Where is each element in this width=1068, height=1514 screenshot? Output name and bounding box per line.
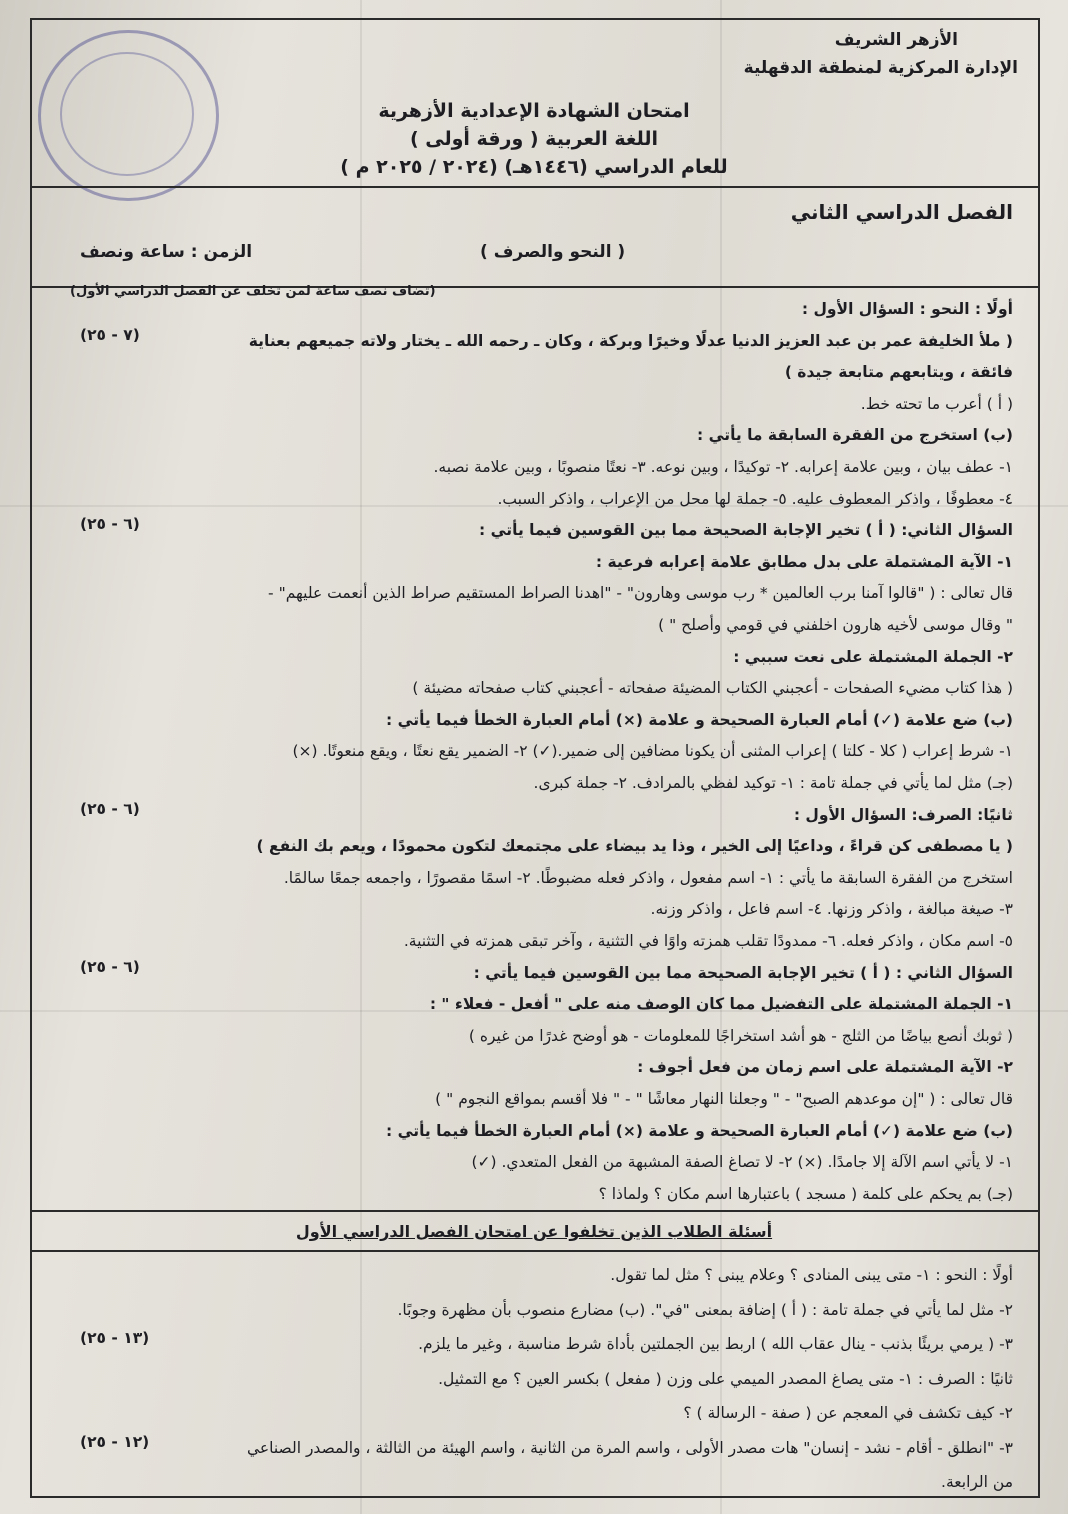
- question-line: (ب) استخرج من الفقرة السابقة ما يأتي :: [696, 426, 1013, 445]
- exam-year: للعام الدراسي (١٤٤٦هـ) (٢٠٢٤ / ٢٠٢٥ م ): [340, 156, 728, 178]
- question-line: السؤال الثاني: ( أ ) تخير الإجابة الصحيحة مما بين القوسين فيما يأتي :: [479, 521, 1013, 540]
- question-line: فائقة ، ويتابعهم متابعة جيدة ): [784, 363, 1013, 382]
- question-line: السؤال الثاني : ( أ ) تخير الإجابة الصحيحة مما بين القوسين فيما يأتي :: [473, 963, 1013, 982]
- time-label: الزمن : ساعة ونصف: [80, 242, 253, 262]
- score-marks: (٦ - ٢٥): [80, 515, 140, 534]
- question-line: ( أ ) أعرب ما تحته خط.: [860, 394, 1013, 413]
- question-line: استخرج من الفقرة السابقة ما يأتي : ١- اسم مفعول ، واذكر فعله مضبوطًا. ٢- اسمًا مقصورًا ، واجمعه جمعًا سالمًا.: [283, 868, 1013, 887]
- question-line: ٢- كيف تكشف في المعجم عن ( صفة - الرسالة ) ؟: [683, 1404, 1013, 1422]
- question-line: ٣- صيغة مبالغة ، واذكر وزنها. ٤- اسم فاعل ، واذكر وزنه.: [650, 900, 1013, 919]
- makeup-heading: أسئلة الطلاب الذين تخلفوا عن امتحان الفصل الدراسي الأول: [295, 1222, 773, 1241]
- question-line: ثانيًا : الصرف : ١- متى يصاغ المصدر الميمي على وزن ( مفعل ) بكسر العين ؟ مع التمثيل.: [438, 1369, 1013, 1388]
- question-line: ٤- معطوفًا ، واذكر المعطوف عليه. ٥- جملة لها محل من الإعراب ، واذكر السبب.: [497, 489, 1013, 508]
- time-note: (تضاف نصف ساعة لمن تخلف عن الفصل الدراسي الأول): [70, 284, 436, 299]
- score-marks: (٦ - ٢٥): [80, 957, 140, 976]
- question-line: قال تعالى : ( "قالوا آمنا برب العالمين * رب موسى وهارون" - "اهدنا الصراط المستقيم صراط الذين أنعمت عليهم" -: [268, 584, 1013, 603]
- question-line: " وقال موسى لأخيه هارون اخلفني في قومي وأصلح " ): [658, 616, 1013, 634]
- question-line: ٥- اسم مكان ، واذكر فعله. ٦- ممدودًا تقلب همزته واوًا في التثنية ، وآخر تبقى همزته في التثنية.: [403, 932, 1013, 950]
- section-divider: [30, 1210, 1040, 1212]
- question-line: ( هذا كتاب مضيء الصفحات - أعجبني الكتاب المضيئة صفحاته - أعجبني كتاب صفحاته مضيئة ): [412, 679, 1013, 698]
- question-line: أولًا : النحو : ١- متى يبنى المنادى ؟ وعلام يبنى ؟ مثل لما تقول.: [610, 1266, 1013, 1284]
- question-line: قال تعالى : ( "إن موعدهم الصبح" - " وجعلنا النهار معاشًا " - " فلا أقسم بمواقع النجوم " ): [435, 1090, 1013, 1108]
- question-line: ثانيًا: الصرف: السؤال الأول :: [793, 805, 1013, 824]
- question-line: من الرابعة.: [941, 1473, 1013, 1491]
- question-line: ١- شرط إعراب ( كلا - كلتا ) إعراب المثنى أن يكونا مضافين إلى ضمير.(✓) ٢- الضمير يقع نعتًا ، ويقع منعوتًا. (×): [292, 742, 1013, 761]
- score-marks: (١٣ - ٢٥): [80, 1329, 150, 1347]
- question-line: ١- الجملة المشتملة على التفضيل مما كان الوصف منه على " أفعل - فعلاء " :: [429, 995, 1013, 1014]
- question-line: ١- الآية المشتملة على بدل مطابق علامة إعرابه فرعية :: [595, 552, 1013, 571]
- question-line: أولًا : النحو : السؤال الأول :: [801, 300, 1013, 318]
- question-line: (جـ) مثل لما يأتي في جملة تامة : ١- توكيد لفظي بالمرادف. ٢- جملة كبرى.: [533, 774, 1013, 792]
- term-label: الفصل الدراسي الثاني: [790, 200, 1013, 224]
- question-line: (ب) ضع علامة (✓) أمام العبارة الصحيحة و علامة (×) أمام العبارة الخطأ فيما يأتي :: [385, 1121, 1013, 1140]
- exam-subject: اللغة العربية ( ورقة أولى ): [409, 128, 659, 150]
- question-line: ٣- "انطلق - أقام - نشد - إنسان" هات مصدر الأولى ، واسم المرة من الثانية ، واسم الهيئة من الثالثة ، والمصدر الصناعي: [246, 1438, 1013, 1457]
- org-name: الأزهر الشريف: [834, 30, 958, 50]
- question-line: ١- عطف بيان ، وبين علامة إعرابه. ٢- توكيدًا ، وبين نوعه. ٣- نعتًا منصوبًا ، وبين علامة نصبه.: [433, 458, 1013, 476]
- question-line: ( ثوبك أنصع بياضًا من الثلج - هو أشد استخراجًا للمعلومات - هو أوضح غدرًا من غيره ): [468, 1026, 1013, 1045]
- exam-title: امتحان الشهادة الإعدادية الأزهرية: [378, 100, 690, 122]
- question-line: ٢- مثل لما يأتي في جملة تامة : ( أ ) إضافة بمعنى "في". (ب) مضارع منصوب بأن مظهرة وجوبًا.: [397, 1300, 1013, 1319]
- question-line: ( ملأ الخليفة عمر بن عبد العزيز الدنيا عدلًا وخيرًا وبركة ، وكان ـ رحمه الله ـ يختار ولاته جميعهم بعناية: [248, 331, 1013, 350]
- score-marks: (٧ - ٢٥): [80, 325, 140, 344]
- score-marks: (٦ - ٢٥): [80, 799, 140, 818]
- score-marks: (١٢ - ٢٥): [80, 1432, 150, 1451]
- org-department: الإدارة المركزية لمنطقة الدقهلية: [743, 58, 1018, 78]
- question-line: ٢- الآية المشتملة على اسم زمان من فعل أجوف :: [637, 1058, 1013, 1077]
- branch-label: ( النحو والصرف ): [480, 242, 626, 262]
- question-line: ( يا مصطفى كن قراءً ، وداعيًا إلى الخير ، وذا يد بيضاء على مجتمعك لتكون محمودًا ، ويعم بك النفع ): [256, 837, 1013, 856]
- question-line: ٢- الجملة المشتملة على نعت سببي :: [733, 647, 1013, 666]
- question-line: ٣- ( يرمي بريئًا بذنب - ينال عقاب الله ) اربط بين الجملتين بأداة شرط مناسبة ، وغير ما يلزم.: [418, 1335, 1013, 1353]
- question-line: (جـ) بم يحكم على كلمة ( مسجد ) باعتبارها اسم مكان ؟ ولماذا ؟: [598, 1184, 1013, 1203]
- question-line: (ب) ضع علامة (✓) أمام العبارة الصحيحة و علامة (×) أمام العبارة الخطأ فيما يأتي :: [385, 710, 1013, 729]
- section-divider: [30, 1250, 1040, 1252]
- question-line: ١- لا يأتي اسم الآلة إلا جامدًا. (×) ٢- لا تصاغ الصفة المشبهة من الفعل المتعدي. (✓): [471, 1153, 1013, 1172]
